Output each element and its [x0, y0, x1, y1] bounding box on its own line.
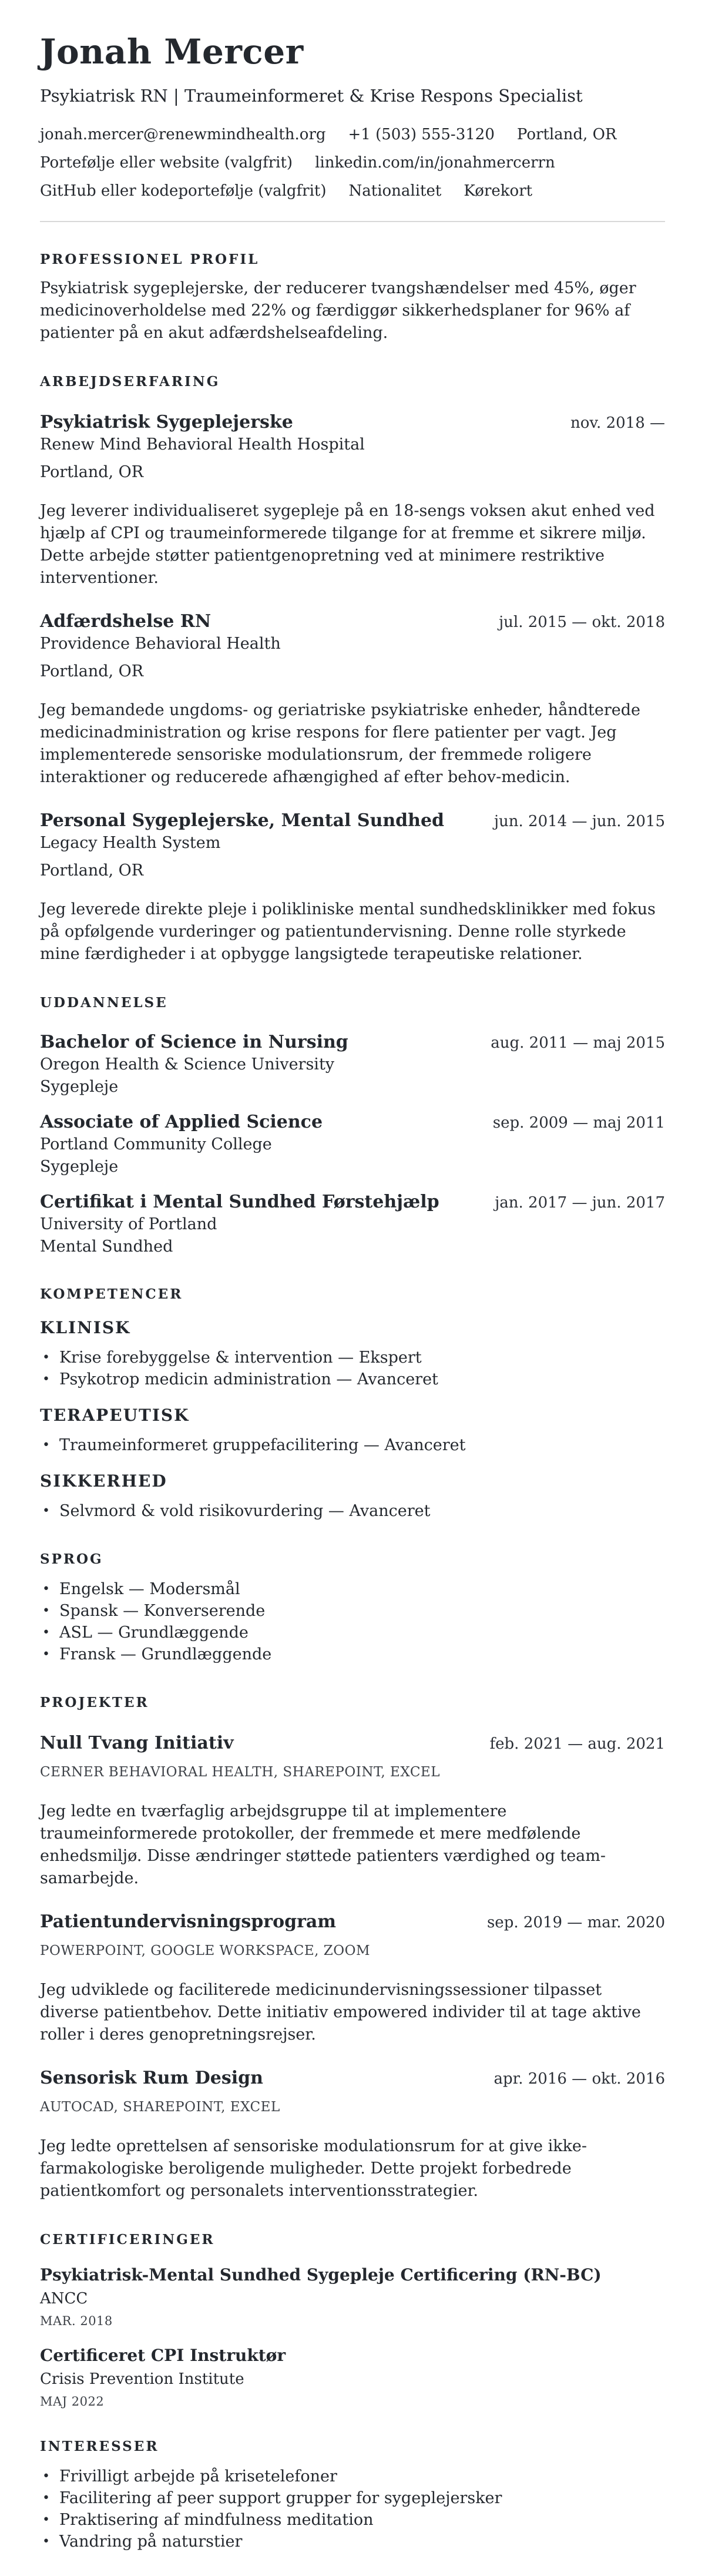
contact-row-extra: [40, 182, 665, 200]
project-description: Jeg ledte en tværfaglig arbejdsgruppe til at implementere traumeinformerede protokoller, der fremmede et mere medfølende enhedsmiljø. Disse ændringer støttede patienters værdighed og team-samarbejde.: [40, 1802, 606, 1887]
job-entry-head: [40, 411, 665, 434]
project-entry-head: [40, 1911, 665, 1933]
linkedin-text: linkedin.com/in/jonahmercerrn: [315, 154, 555, 172]
job-company: Renew Mind Behavioral Health Hospital: [40, 435, 365, 454]
projects-heading: PROJEKTER: [40, 1695, 149, 1710]
nationality-label: Nationalitet: [348, 182, 442, 200]
project-entry: [40, 2067, 665, 2202]
job-entry: [40, 411, 665, 589]
drivers-license-label: Kørekort: [464, 182, 533, 200]
section-profile: [40, 251, 665, 344]
website-placeholder-label: Portefølje eller website (valgfrit): [40, 154, 293, 172]
interest-list: [40, 2466, 665, 2552]
education-heading: UDDANNELSE: [40, 995, 168, 1011]
field-of-study: Mental Sundhed: [40, 1237, 173, 1256]
job-company: Providence Behavioral Health: [40, 635, 281, 653]
school-name: University of Portland: [40, 1215, 217, 1233]
skill-item: • Selvmord & vold risikovurdering — Avanceret: [40, 1500, 665, 1522]
location-text: Portland, OR: [516, 126, 617, 143]
header-divider: [40, 221, 665, 222]
section-interests: [40, 2439, 665, 2552]
skill-group-clinical: [40, 1318, 665, 1390]
job-company: Legacy Health System: [40, 834, 221, 852]
interest-item: • Frivilligt arbejde på krisetelefoner: [40, 2466, 665, 2487]
degree-title: Associate of Applied Science: [40, 1112, 323, 1132]
education-dates: jan. 2017 — jun. 2017: [495, 1194, 665, 1212]
language-list: [40, 1578, 665, 1665]
school-name: Oregon Health & Science University: [40, 1055, 335, 1074]
project-tools: AUTOCAD, SHAREPOINT, EXCEL: [40, 2099, 280, 2115]
skill-group-title: SIKKERHED: [40, 1471, 167, 1491]
skill-group-title: KLINISK: [40, 1318, 131, 1337]
language-item: • Engelsk — Modersmål: [40, 1578, 665, 1600]
skill-list: [40, 1434, 665, 1456]
contact-row-primary: [40, 126, 665, 144]
interest-item: • Facilitering af peer support grupper for sygeplejersker: [40, 2487, 665, 2509]
education-entry: [40, 1031, 665, 1097]
experience-heading: ARBEJDSERFARING: [40, 374, 220, 390]
certification-issuer: ANCC: [40, 2290, 88, 2307]
project-entry: [40, 1911, 665, 2046]
job-entry: [40, 611, 665, 789]
language-item: • Spansk — Konverserende: [40, 1600, 665, 1622]
languages-heading: SPROG: [40, 1551, 103, 1567]
project-entry: [40, 1732, 665, 1890]
skill-list: [40, 1500, 665, 1522]
project-entry-head: [40, 1732, 665, 1755]
skill-group-safety: [40, 1471, 665, 1522]
degree-title: Bachelor of Science in Nursing: [40, 1032, 348, 1052]
section-certifications: [40, 2232, 665, 2409]
job-title: Psykiatrisk Sygeplejerske: [40, 412, 293, 432]
language-item: • Fransk — Grundlæggende: [40, 1643, 665, 1665]
project-title: Patientundervisningsprogram: [40, 1911, 337, 1932]
certification-issuer: Crisis Prevention Institute: [40, 2370, 244, 2388]
interest-item: • Vandring på naturstier: [40, 2531, 665, 2552]
project-dates: sep. 2019 — mar. 2020: [486, 1914, 665, 1931]
skills-heading: KOMPETENCER: [40, 1286, 183, 1302]
skill-item: • Psykotrop medicin administration — Avanceret: [40, 1368, 665, 1390]
email-text: jonah.mercer@renewmindhealth.org: [40, 126, 326, 143]
skill-item: • Krise forebyggelse & intervention — Ekspert: [40, 1347, 665, 1368]
job-entry-head: [40, 810, 665, 832]
professional-title: Psykiatrisk RN | Traumeinformeret & Krise Respons Specialist: [40, 86, 583, 106]
language-item: • ASL — Grundlæggende: [40, 1622, 665, 1643]
education-entry-head: [40, 1111, 665, 1133]
skill-group-therapeutic: [40, 1406, 665, 1456]
certification-date: MAJ 2022: [40, 2394, 105, 2409]
certification-name: Certificeret CPI Instruktør: [40, 2346, 286, 2365]
interest-item: • Praktisering af mindfulness meditation: [40, 2509, 665, 2531]
education-entry-head: [40, 1031, 665, 1054]
field-of-study: Sygepleje: [40, 1078, 119, 1096]
certification-name: Psykiatrisk-Mental Sundhed Sygepleje Certificering (RN-BC): [40, 2265, 602, 2285]
project-tools: POWERPOINT, GOOGLE WORKSPACE, ZOOM: [40, 1943, 371, 1958]
job-dates: jul. 2015 — okt. 2018: [499, 613, 665, 631]
interests-heading: INTERESSER: [40, 2439, 159, 2454]
project-title: Sensorisk Rum Design: [40, 2068, 263, 2088]
project-tools: CERNER BEHAVIORAL HEALTH, SHAREPOINT, EXCEL: [40, 1765, 440, 1780]
skill-item: • Traumeinformeret gruppefacilitering — Avanceret: [40, 1434, 665, 1456]
project-dates: apr. 2016 — okt. 2016: [494, 2070, 665, 2088]
section-experience: [40, 374, 665, 965]
certifications-heading: CERTIFICERINGER: [40, 2232, 215, 2248]
profile-heading: PROFESSIONEL PROFIL: [40, 251, 260, 267]
section-languages: [40, 1551, 665, 1665]
degree-title: Certifikat i Mental Sundhed Førstehjælp: [40, 1192, 439, 1212]
profile-text: Psykiatrisk sygeplejerske, der reducerer tvangshændelser med 45%, øger medicinoverholdelse med 22% og færdiggør sikkerhedsplaner for 96% af patienter på en akut adfærdshelseafdeling.: [40, 279, 636, 342]
job-description: Jeg bemandede ungdoms- og geriatriske psykiatriske enheder, håndterede medicinadministration og krise respons for flere patienter per vagt. Jeg implementerede sensoriske modulationsrum, der fremmede roligere interaktioner og reducerede afhængighed af efter behov-medicin.: [40, 701, 640, 786]
education-entry-head: [40, 1191, 665, 1213]
job-title: Personal Sygeplejerske, Mental Sundhed: [40, 810, 445, 831]
job-location: Portland, OR: [40, 463, 144, 481]
section-projects: [40, 1695, 665, 2202]
github-placeholder-label: GitHub eller kodeportefølje (valgfrit): [40, 182, 327, 200]
skill-list: [40, 1347, 665, 1390]
job-location: Portland, OR: [40, 662, 144, 680]
job-description: Jeg leverer individualiseret sygepleje på en 18-sengs voksen akut enhed ved hjælp af CPI og traumeinformerede tilgange for at fremme et sikrere miljø. Dette arbejde støtter patientgenopretning ved at minimere restriktive interventioner.: [40, 502, 655, 587]
project-description: Jeg ledte oprettelsen af sensoriske modulationsrum for at give ikke-farmakologiske beroligende muligheder. Dette projekt forbedrede patientkomfort og personalets interventionsstrategier.: [40, 2137, 588, 2200]
job-dates: nov. 2018 —: [570, 414, 665, 432]
field-of-study: Sygepleje: [40, 1158, 119, 1176]
project-title: Null Tvang Initiativ: [40, 1733, 234, 1753]
job-dates: jun. 2014 — jun. 2015: [494, 813, 665, 830]
education-entry: [40, 1191, 665, 1257]
job-location: Portland, OR: [40, 861, 144, 880]
education-dates: aug. 2011 — maj 2015: [491, 1034, 665, 1052]
phone-text: +1 (503) 555-3120: [348, 126, 495, 143]
candidate-name: Jonah Mercer: [40, 32, 304, 72]
section-skills: [40, 1286, 665, 1522]
education-dates: sep. 2009 — maj 2011: [492, 1114, 665, 1132]
contact-row-links: [40, 154, 665, 172]
job-description: Jeg leverede direkte pleje i polikliniske mental sundhedsklinikker med fokus på opfølgende vurderinger og patientundervisning. Denne rolle styrkede mine færdigheder i at opbygge langsigtede terapeutiske relationer.: [40, 900, 656, 963]
project-description: Jeg udviklede og faciliterede medicinundervisningssessioner tilpasset diverse patientbehov. Dette initiativ empowered individer til at tage aktive roller i deres genopretningsrejser.: [40, 1981, 641, 2044]
job-entry-head: [40, 611, 665, 633]
section-education: [40, 995, 665, 1257]
education-entry: [40, 1111, 665, 1177]
school-name: Portland Community College: [40, 1135, 272, 1153]
resume-header: [40, 34, 665, 200]
certification-entry: [40, 2345, 665, 2409]
job-title: Adfærdshelse RN: [40, 611, 212, 632]
skill-group-title: TERAPEUTISK: [40, 1406, 190, 1425]
certification-date: MAR. 2018: [40, 2314, 113, 2328]
certification-entry: [40, 2265, 665, 2329]
project-dates: feb. 2021 — aug. 2021: [489, 1735, 665, 1753]
job-entry: [40, 810, 665, 965]
project-entry-head: [40, 2067, 665, 2089]
